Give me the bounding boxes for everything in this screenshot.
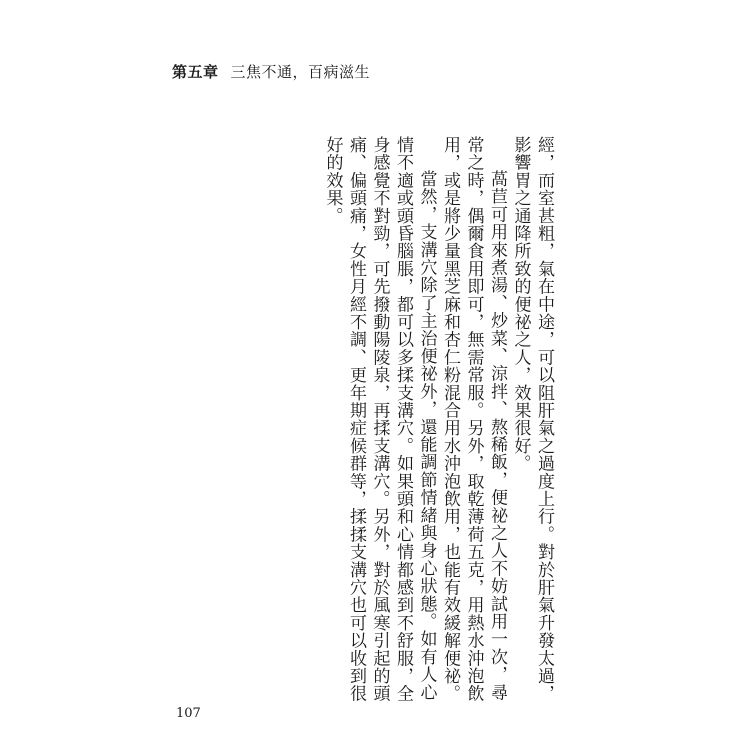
paragraph-2: 萵苣可用來煮湯、炒菜、涼拌、熬稀飯，便祕之人不妨試用一次，尋常之時，偶爾食用即可，無需常服。另外，取乾薄荷五克，用熱水沖泡飲用，或是將少量黑芝麻和杏仁粉混合用水沖泡飲用，也能有效緩解便祕。	[440, 136, 507, 703]
vertical-body-text	[322, 136, 555, 716]
chapter-title: 三焦不通，百病滋生	[230, 63, 371, 81]
page-number: 107	[176, 706, 201, 721]
running-header	[172, 62, 370, 82]
paragraph-1: 經，而室甚粗，氣在中途，可以阻肝氣之過度上行。對於肝氣升發太過，影響胃之通降所致的便祕之人，效果很好。	[510, 136, 554, 703]
paragraph-3: 當然，支溝穴除了主治便祕外，還能調節情緒與身心狀態。如有人心情不適或頭昏腦脹，都可以多揉支溝穴。如果頭和心情都感到不舒服，全身感覺不對勁，可先撥動陽陵泉，再揉支溝穴。另外，對於風寒引起的頭痛、偏頭痛，女性月經不調、更年期症候群等，揉揉支溝穴也可以收到很好的效果。	[322, 136, 437, 703]
chapter-label: 第五章	[172, 63, 219, 81]
